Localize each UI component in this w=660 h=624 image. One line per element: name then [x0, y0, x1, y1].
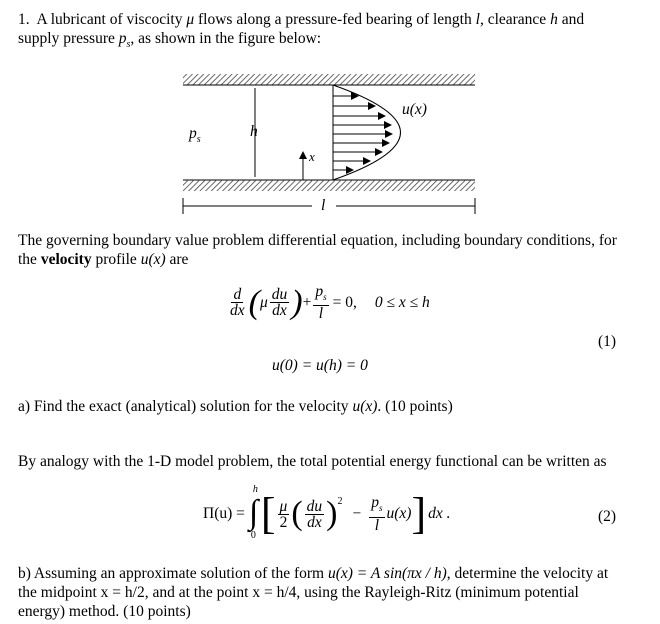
figure-label-h: h: [250, 123, 258, 140]
part-b: b) Assuming an approximate solution of the form u(x) = A sin(πx / h), determine the velocity at the midpoint x = h/2, and at the point x = h/4, using the Rayleigh-Ritz (minimum potential energy) method. (10 points): [18, 565, 609, 620]
eq1-ps-l: $\frac{p_s}{l}$: [315, 283, 327, 323]
figure-label-x: x: [309, 149, 315, 164]
eq2-mu-2: $\frac{\mu}{2}$: [279, 497, 288, 531]
analogy-text: By analogy with the 1-D model problem, the total potential energy functional can be written as: [18, 453, 607, 470]
problem-number: 1.: [18, 11, 30, 28]
governing-text: The governing boundary value problem differential equation, including boundary conditions, for the velocity profile u(x) are: [18, 232, 617, 268]
part-a: a) Find the exact (analytical) solution for the velocity u(x). (10 points): [18, 398, 453, 415]
equation-1-number: (1): [598, 333, 617, 350]
figure-label-ps: $p_s$: [189, 125, 201, 146]
equation-2-number: (2): [598, 508, 617, 525]
eq1-d-dx: $\frac{d}{dx}$: [230, 286, 245, 320]
equation-1: $\frac{d}{dx}$ ( μ $\frac{du}{dx}$ ) + $\frac{p_s}{l}$ = 0, 0 ≤ x ≤ h: [230, 283, 430, 323]
approx-solution-form: u(x) = A sin(πx / h): [327, 565, 447, 582]
eq2-ps-l: $\frac{p_s}{l}$: [371, 494, 383, 534]
bottom-wall-hatch: [183, 180, 475, 191]
velocity-arrows: [333, 96, 392, 170]
boundary-conditions: u(0) = u(h) = 0: [272, 357, 368, 374]
mu-symbol: μ: [186, 11, 195, 28]
top-wall-hatch: [183, 74, 475, 85]
eq1-du-dx: $\frac{du}{dx}$: [271, 286, 288, 320]
figure-label-l: l: [321, 197, 326, 214]
equation-2: Π(u) = ∫ h 0 [ $\frac{\mu}{2}$ ( $\frac{du}{dx}$ ) $^2$ − $\frac{p_s}{l}$ u(x) ] dx .: [203, 484, 451, 541]
velocity-profile-curve: [333, 85, 401, 180]
velocity-bold: velocity: [40, 251, 92, 268]
problem-intro: 1. A lubricant of viscocity μ flows along a pressure-fed bearing of length l, clearance h and supply pressure $p_s$, as shown in the figure below:: [18, 11, 585, 51]
integral-sign: ∫ h 0: [248, 484, 259, 541]
figure-label-ux: u(x): [402, 101, 427, 118]
eq2-du-dx: $\frac{du}{dx}$: [306, 497, 323, 531]
bearing-figure: [0, 0, 660, 230]
